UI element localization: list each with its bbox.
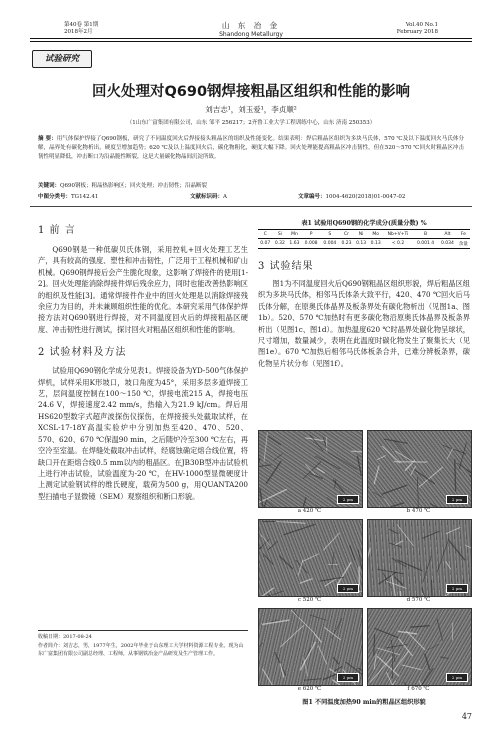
micrograph-label: c 520 ℃ (297, 597, 322, 603)
grain-boundary-line (323, 438, 326, 448)
grain-boundary-line (465, 545, 471, 560)
clc-label: 中图分类号： (38, 194, 72, 200)
grain-boundary-line (332, 552, 334, 569)
footnote (38, 630, 248, 659)
grain-boundary-line (305, 648, 311, 660)
table1-value-cell: 0.034 (441, 241, 454, 246)
grain-boundary-line (260, 488, 264, 507)
grain-boundary-line (425, 654, 430, 670)
grain-boundary-line (423, 555, 432, 582)
grain-boundary-line (310, 615, 327, 620)
grain-boundary-line (374, 634, 375, 655)
article-no: 1004-4620(2018)01-0047-02 (325, 194, 406, 200)
grain-boundary-line (350, 545, 355, 560)
grain-boundary-line (377, 648, 400, 655)
grain-boundary-line (448, 539, 465, 560)
grain-boundary-line (314, 633, 321, 642)
table1-header-cell: Ni (358, 231, 364, 237)
grain-boundary-line (391, 640, 395, 663)
journal-name-cn: 山 东 冶 金 (221, 21, 281, 30)
table1-value-cell: 0.13 (356, 241, 367, 246)
grain-boundary-line (402, 665, 422, 670)
grain-boundary-line (422, 531, 439, 538)
table1-header-cell: Mn (291, 231, 298, 237)
article-title: 回火处理对Q690钢焊接粗晶区组织和性能的影响 (91, 84, 411, 100)
right-column (258, 253, 470, 369)
table1-header-cell: Fe (460, 231, 466, 237)
grain-boundary-line (427, 644, 439, 650)
header-date: 2018年2月 (64, 29, 93, 35)
micrograph-label: a 420 ℃ (297, 508, 322, 514)
grain-boundary-line (315, 456, 340, 469)
grain-boundary-line (386, 644, 407, 648)
grain-boundary-line (263, 554, 273, 565)
grain-boundary-line (374, 466, 379, 485)
grain-boundary-line (318, 646, 327, 665)
table1-value-cell: 0.32 (274, 241, 285, 246)
header-volume: 第40卷 第1期 (64, 22, 99, 28)
grain-boundary-line (377, 569, 403, 573)
table1-header-cell: Alt (444, 231, 451, 237)
grain-boundary-line (379, 572, 397, 584)
abstract-label: 摘 要： (38, 136, 57, 142)
grain-boundary-line (395, 541, 403, 545)
grain-boundary-line (397, 560, 422, 571)
abstract-text: 用气体保护焊接了Q690钢板，研究了不同温度回火后焊接接头粗晶区的组织及性能变化。结果表明：焊后粗晶区组织为多块马氏体，570 ℃及以下温度回火马氏体分解，晶界处有碳化物析出，硬度呈增加趋势；620 ℃及以上温度回火后，碳化物粗化，硬度大幅下降。回火处理能提高粗晶区冲击韧性，但在520～570 ℃回火时粗晶区冲击韧性明显降低，冲击断口为沿晶脆性断裂，这是大量碳化物晶间沉淀所致。 (38, 136, 464, 160)
grain-boundary-line (303, 462, 321, 479)
page-number: 47 (461, 712, 472, 721)
grain-boundary-line (259, 548, 262, 552)
column-tag (32, 50, 92, 68)
scale-bar: 2 μm (337, 673, 359, 682)
affiliation: （1山东广富集团有限公司，山东 邹平 256217；2齐鲁工业大学工程训练中心，山东 济南 250353） (126, 120, 376, 126)
grain-boundary-line (291, 610, 314, 633)
grain-boundary-line (323, 533, 339, 551)
table1-header-cell: B (424, 231, 428, 237)
grain-boundary-line (334, 666, 342, 671)
grain-boundary-line (281, 625, 304, 647)
doc-label: 文献标识码： (190, 194, 224, 200)
grain-boundary-line (310, 435, 323, 451)
grain-boundary-line (455, 459, 456, 491)
table1-value-cell: < 0.2 (391, 241, 405, 246)
figure1-caption: 图1 不同温度加热90 min的粗晶区组织形貌 (302, 699, 426, 706)
grain-boundary-line (262, 669, 276, 685)
grain-boundary-line (267, 501, 290, 507)
table1-value-cell: 0.008 (304, 241, 318, 246)
grain-boundary-line (419, 467, 443, 487)
grain-boundary-line (437, 619, 443, 641)
grain-boundary-line (259, 465, 271, 467)
grain-boundary-line (374, 654, 376, 670)
scale-bar: 2 μm (337, 584, 359, 593)
author-bio: 作者简介：刘吉志，男，1977年生，2002年毕业于山东理工大学材料资源工程专业。现为山东广富集团有限公司副总经理、工程师，从事钢铁冶金产品研发及生产管理工作。 (38, 642, 244, 658)
grain-boundary-line (377, 456, 386, 460)
abstract (38, 135, 464, 161)
table1-value-cell: 0.07 (260, 241, 271, 246)
grain-boundary-line (373, 492, 382, 497)
grain-boundary-line (400, 591, 401, 596)
keywords-label: 关键词： (38, 183, 61, 189)
scale-bar: 2 μm (337, 495, 359, 504)
grain-boundary-line (384, 439, 408, 443)
grain-boundary-line (268, 541, 278, 550)
grain-boundary-line (379, 681, 395, 685)
grain-boundary-line (422, 668, 434, 685)
header-date-en: February 2018 (396, 29, 438, 35)
grain-boundary-line (440, 657, 448, 659)
figure1 (258, 430, 470, 695)
micrograph-panel (367, 519, 472, 597)
grain-boundary-line (310, 474, 323, 479)
micrograph-label: b 470 ℃ (406, 508, 431, 514)
grain-boundary-line (274, 453, 283, 460)
table1-header-cell: S (328, 231, 332, 237)
grain-boundary-line (446, 562, 451, 569)
grain-boundary-line (389, 529, 398, 534)
table1-header-cell: Si (277, 231, 282, 237)
journal-name-en: Shandong Metallurgy (219, 31, 283, 38)
grain-boundary-line (259, 489, 287, 503)
table1-caption: 表1 试验用Q690钢的化学成分(质量分数) % (301, 220, 427, 227)
results-text: 图1为不同温度回火后Q690钢粗晶区组织形貌，焊后粗晶区组织为多块马氏体，相邻马氏体条大致平行，420、470 ℃回火后马氏体分解，在原奥氏体晶界及板条界处有碳化物析出（见图1a、图1b）。520、570 ℃加热时有更多碳化物沿原奥氏体晶界及板条界析出（见图1c、图1d）。加热温度620 ℃时晶界处碳化物呈球状，尺寸增加，数量减少，表明在此温度时碳化物发生了聚集长大（见图1e）。670 ℃加热后相邻马氏体板条合并，已难分辨板条界，碳化物呈片状分布（见图1f）。 (258, 279, 470, 368)
header-volume-en: Vol.40 No.1 (405, 22, 438, 28)
header-rule (30, 38, 472, 42)
keywords (38, 181, 464, 189)
grain-boundary-line (276, 521, 306, 523)
micrograph-panel (258, 519, 363, 597)
grain-boundary-line (328, 452, 357, 469)
table1 (258, 229, 470, 249)
table1-value-cell: 1.63 (289, 241, 300, 246)
grain-boundary-line (324, 627, 340, 639)
grain-boundary-line (382, 446, 400, 463)
grain-boundary-line (284, 524, 316, 534)
column-tag-label: 试验研究 (44, 54, 79, 64)
grain-boundary-line (261, 534, 271, 546)
grain-boundary-line (399, 639, 413, 656)
grain-boundary-line (389, 503, 404, 507)
grain-boundary-line (279, 556, 293, 569)
grain-boundary-line (332, 618, 342, 638)
scale-bar: 2 μm (446, 584, 468, 593)
received-date: 收稿日期：2017-08-24 (38, 634, 92, 640)
method-text: 试验用Q690钢化学成分见表1。焊接设备为YD-500气体保护焊机，试样采用K形坡口，坡口角度为45°，采用多层多道焊接工艺，层间温度控制在100～150 ℃，焊接电流215 A，焊接电压24.6 V，焊接速度2.42 mm/s，热输入为21.9 kJ/cm。焊后用HS620型数字式超声波探伤仪探伤，在焊接接头处截取试样，在XCSL-17-18Y高温实验炉中分别加热至420、470、520、570、620、670 ℃保温90 min，之后随炉冷至300 ℃左右，再空冷至室温。在焊缝处截取冲击试样，经腐蚀确定熔合线位置，将缺口开在距熔合线0.5 mm以内的粗晶区。在JB30B型冲击试验机上进行冲击试验，试验温度为-20 ℃，在HV-1000型显微硬度计上测定试验钢试样的维氏硬度，载荷为500 g，用QUANTA200型扫描电子显微镜（SEM）观察组织和断口形貌。 (38, 366, 248, 501)
grain-boundary-line (417, 477, 418, 507)
grain-boundary-line (410, 626, 429, 628)
grain-boundary-line (300, 579, 313, 584)
micrograph-label: e 620 ℃ (297, 686, 322, 692)
grain-boundary-line (443, 445, 467, 454)
authors: 刘吉志¹，刘玉爱¹，李贞顺² (205, 105, 297, 114)
grain-boundary-line (432, 580, 433, 596)
doc-code: A (223, 194, 227, 200)
left-column (38, 217, 248, 502)
table1-value-cell: 0.004 (323, 241, 337, 246)
grain-boundary-line (259, 588, 274, 596)
grain-boundary-line (302, 554, 319, 562)
clc-code: TG142.41 (71, 194, 99, 200)
grain-boundary-line (437, 541, 448, 572)
grain-boundary-line (385, 499, 393, 507)
grain-boundary-line (469, 475, 471, 490)
grain-boundary-line (446, 527, 460, 533)
grain-boundary-line (301, 497, 306, 507)
micrograph-label: d 570 ℃ (406, 597, 431, 603)
table1-header-cell: P (309, 231, 313, 237)
intro-heading: 1 前 言 (38, 225, 76, 236)
table1-value-cell: 0.001 4 (416, 241, 435, 246)
grain-boundary-line (351, 451, 362, 452)
table1-value-cell: 0.23 (341, 241, 352, 246)
table1-header-cell: Nb+V+Ti (387, 231, 409, 237)
grain-boundary-line (259, 643, 263, 659)
grain-boundary-line (381, 485, 407, 494)
table1-value-cell: 余量 (458, 241, 468, 247)
micrograph-label: f 670 ℃ (407, 686, 430, 692)
grain-boundary-line (337, 562, 351, 585)
grain-boundary-line (305, 464, 315, 474)
grain-boundary-line (357, 456, 361, 476)
grain-boundary-line (377, 656, 399, 676)
intro-text: Q690钢是一种低碳贝氏体钢，采用控轧+回火处理工艺生产，具有较高的强度、塑性和冲击韧性，广泛用于工程机械和矿山机械。Q690钢焊接后会产生脆化现象，这影响了焊接件的使用[1-2]。回火处理能消除焊接件焊后残余应力，同时也能改善热影响区的组织及性能[3]。通常焊接件作业中的回火处理是以消除焊接残余应力为目的，并未兼顾组织性能的优化。本研究采用气体保护焊接方法对Q690钢进行焊接，对不同温度回火后的焊接粗晶区硬度、冲击韧性进行测试，探讨回火对粗晶区组织和性能的影响。 (38, 245, 248, 334)
micrograph-panel (258, 608, 363, 686)
grain-boundary-line (404, 682, 409, 685)
scale-bar: 2 μm (446, 495, 468, 504)
grain-boundary-line (264, 433, 267, 462)
micrograph-panel (258, 430, 363, 508)
table1-header-cell: Mo (372, 231, 379, 237)
micrograph-panel (367, 430, 472, 508)
micrograph-panel (367, 608, 472, 686)
grain-boundary-line (304, 679, 322, 681)
grain-boundary-line (273, 591, 283, 595)
abstract-rule (30, 206, 472, 207)
grain-boundary-line (430, 504, 455, 507)
grain-boundary-line (368, 548, 370, 570)
classification (38, 192, 464, 200)
grain-boundary-line (374, 628, 398, 637)
grain-boundary-line (447, 448, 453, 459)
grain-boundary-line (296, 560, 308, 573)
grain-boundary-line (268, 436, 281, 445)
grain-boundary-line (259, 458, 260, 477)
table1-header-cell: Cr (344, 231, 350, 237)
grain-boundary-line (386, 672, 392, 685)
grain-boundary-line (394, 651, 409, 671)
scale-bar: 2 μm (446, 673, 468, 682)
results-heading: 3 试验结果 (258, 261, 314, 272)
grain-boundary-line (300, 642, 315, 671)
table1-header-cell: C (263, 231, 267, 237)
article-no-label: 文章编号： (298, 194, 326, 200)
grain-boundary-line (266, 461, 281, 484)
grain-boundary-line (317, 468, 325, 473)
keywords-text: Q690钢板；粗晶热影响区；回火处理；冲击韧性；沿晶断裂 (60, 183, 208, 189)
table1-value-cell: 0.13 (370, 241, 381, 246)
method-heading: 2 试验材料及方法 (38, 347, 127, 359)
grain-boundary-line (333, 657, 339, 664)
grain-boundary-line (388, 543, 402, 547)
